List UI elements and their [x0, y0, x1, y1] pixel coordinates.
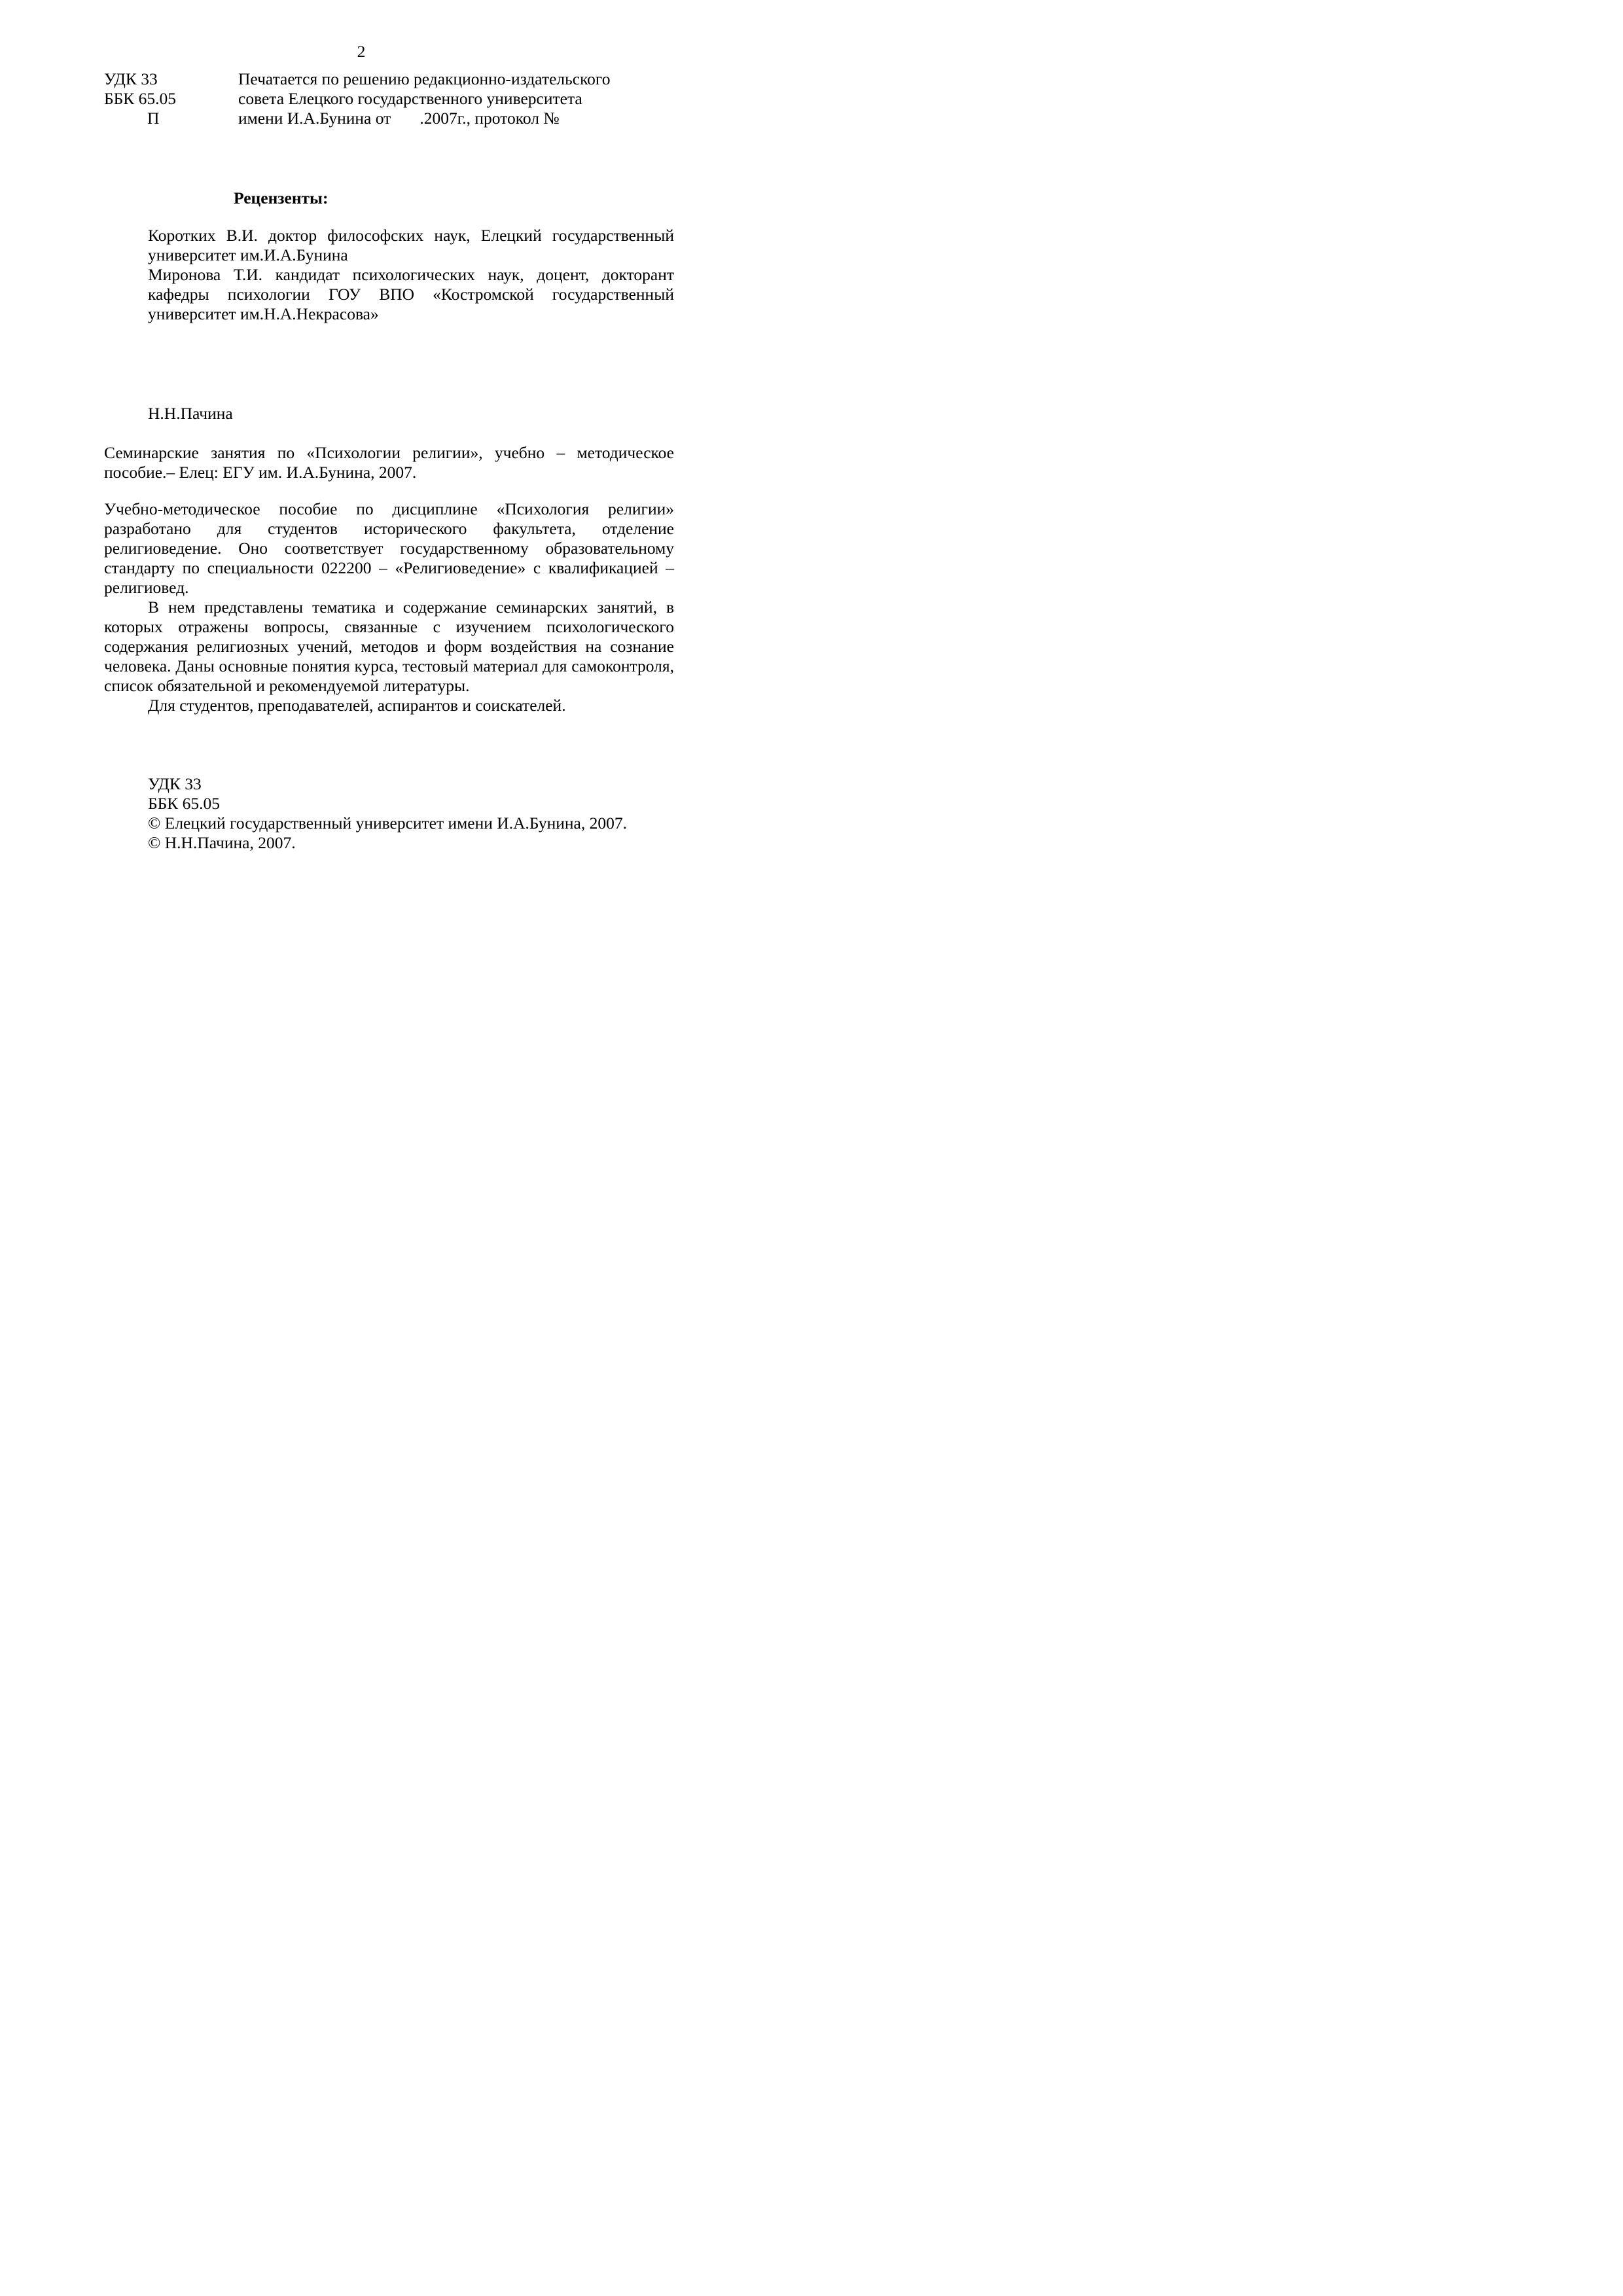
publication-note-line-2: совета Елецкого государственного университета	[238, 89, 582, 108]
annotation-paragraph-3: Для студентов, преподавателей, аспирантов и соискателей.	[148, 696, 566, 715]
annotation-paragraph-1: Учебно-методическое пособие по дисциплине «Психология религии» разработано для студентов исторического факультета, отделение религиоведение. Оно соответствует государственному образовательному стандарту по специальности 022200 – «Религиоведение» с квалификацией – религиовед.	[104, 499, 674, 597]
publication-note-line-1: Печатается по решению редакционно-издательского	[238, 69, 611, 88]
page-number: 2	[357, 42, 366, 61]
bibliographic-citation: Семинарские занятия по «Психологии религии», учебно – методическое пособие.– Елец: ЕГУ им. И.А.Бунина, 2007.	[104, 443, 674, 482]
reviewer-2: Миронова Т.И. кандидат психологических наук, доцент, докторант кафедры психологии ГОУ ВПО «Костромской государственный университет им.Н.А.Некрасова»	[148, 265, 674, 323]
annotation-paragraph-2: В нем представлены тематика и содержание семинарских занятий, в которых отражены вопросы, связанные с изучением психологического содержания религиозных учений, методов и форм воздействия на сознание человека. Даны основные понятия курса, тестовый материал для самоконтроля, список обязательной и рекомендуемой литературы.	[104, 598, 674, 695]
udk-code: УДК 33	[104, 69, 158, 88]
publication-note-line-3	[238, 109, 611, 128]
author-name: Н.Н.Пачина	[148, 404, 233, 423]
footer-codes	[148, 774, 627, 853]
reviewer-1: Коротких В.И. доктор философских наук, Елецкий государственный университет им.И.А.Бунина	[148, 226, 674, 264]
footer-bbk: ББК 65.05	[148, 794, 221, 813]
publication-note	[238, 69, 611, 128]
reviewers-list	[148, 226, 674, 324]
bbk-code: ББК 65.05	[104, 89, 177, 108]
copyright-author: © Н.Н.Пачина, 2007.	[148, 833, 296, 852]
publication-note-line-3-part-2: .2007г., протокол №	[419, 109, 560, 128]
footer-udk: УДК 33	[148, 774, 202, 793]
publication-note-line-3-part-1: имени И.А.Бунина от	[238, 109, 391, 128]
copyright-university: © Елецкий государственный университет имени И.А.Бунина, 2007.	[148, 814, 628, 833]
reviewers-heading: Рецензенты:	[234, 188, 329, 207]
author-mark: П	[147, 109, 160, 128]
classification-codes	[104, 69, 176, 128]
annotation	[104, 499, 674, 715]
